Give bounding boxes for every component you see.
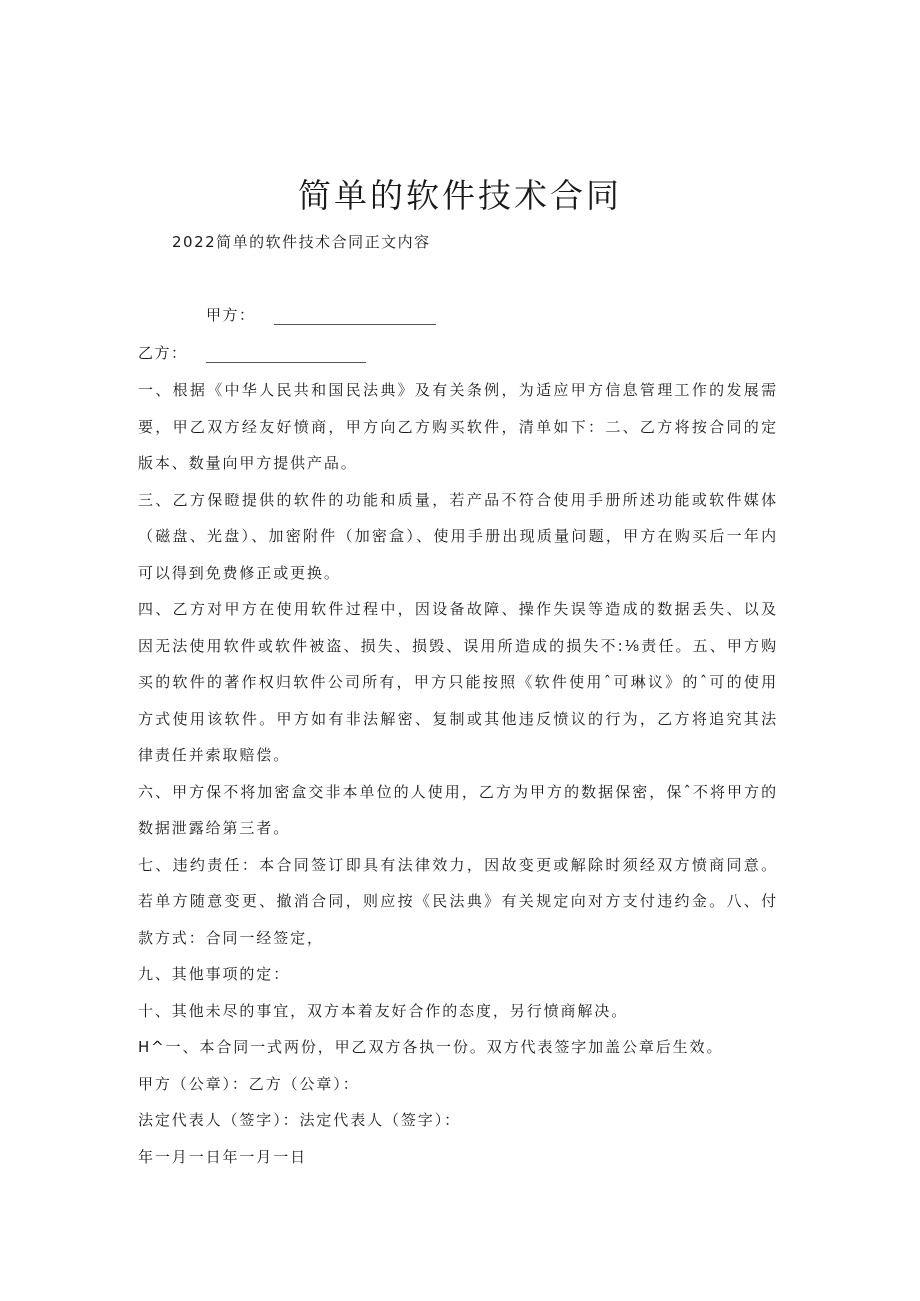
paragraph: 七、违约责任：本合同签订即具有法律效力，因故变更或解除时须经双方愤商同意。若单方随意变更、撤消合同，则应按《民法典》有关规定向对方支付违约金。八、付款方式：合同一经签定， <box>138 855 778 947</box>
paragraph: H^一、本合同一式两份，甲乙双方各执一份。双方代表签字加盖公章后生效。 <box>138 1038 724 1056</box>
signature-seal-line: 甲方（公章）：乙方（公章）： <box>138 1074 360 1093</box>
paragraph: 九、其他事项的定： <box>138 965 291 983</box>
party-a-blank <box>274 310 436 325</box>
signature-representative-line: 法定代表人（签字）：法定代表人（签字）： <box>138 1111 462 1129</box>
party-b-blank <box>206 348 366 363</box>
document-subtitle: 2022简单的软件技术合同正文内容 <box>172 233 431 251</box>
party-b-label: 乙方： <box>138 344 188 362</box>
paragraph: 三、乙方保瞪提供的软件的功能和质量，若产品不符合使用手册所述功能或软件媒体（磁盘、光盘）、加密附件（加密盒）、使用手册出现质量问题，甲方在购买后一年内可以得到免费修正或更换。 <box>138 490 778 582</box>
contract-body <box>138 372 778 1175</box>
paragraph: 四、乙方对甲方在使用软件过程中，因设备故障、操作失误等造成的数据丢失、以及因无法使用软件或软件被盗、损失、损毁、误用所造成的损失不:⅛责任。五、甲方购买的软件的著作权归软件公司所有，甲方只能按照《软件使用ˆ可琳议》的ˆ可的使用方式使用该软件。甲方如有非法解密、复制或其他违反愤议的行为，乙方将追究其法律责任并索取赔偿。 <box>138 600 778 764</box>
document-title: 简单的软件技术合同 <box>298 176 622 216</box>
signature-date-line: 年一月一日年一月一日 <box>138 1147 308 1166</box>
paragraph: 十、其他未尽的事宜，双方本着友好合作的态度，另行愤商解决。 <box>138 1001 629 1020</box>
party-b-line <box>138 342 366 363</box>
paragraph: 一、根据《中华人民共和国民法典》及有关条例，为适应甲方信息管理工作的发展需要，甲乙双方经友好愤商，甲方向乙方购买软件，清单如下：二、乙方将按合同的定版本、数量向甲方提供产品。 <box>138 381 778 472</box>
party-a-label: 甲方： <box>206 306 256 324</box>
party-a-line <box>206 304 436 325</box>
paragraph: 六、甲方保不将加密盒交非本单位的人使用，乙方为甲方的数据保密，保ˆ不将甲方的数据泄露给第三者。 <box>138 782 778 837</box>
